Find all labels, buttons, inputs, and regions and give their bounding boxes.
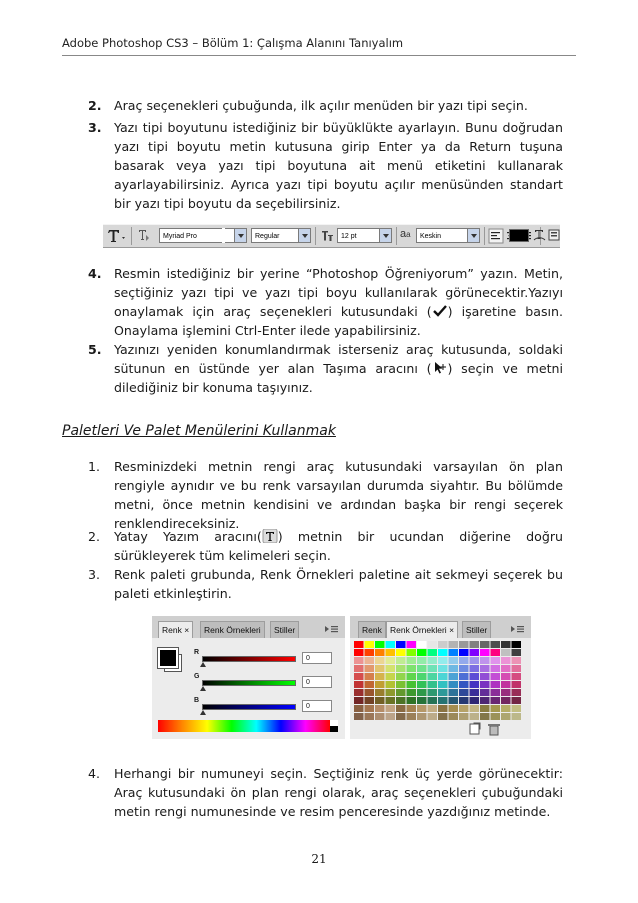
palette-menu-icon[interactable]: [510, 624, 526, 634]
swatch-cell[interactable]: [501, 665, 511, 672]
swatch-cell[interactable]: [459, 673, 469, 680]
swatch-cell[interactable]: [449, 689, 459, 696]
swatch-cell[interactable]: [396, 641, 406, 648]
swatch-cell[interactable]: [407, 641, 417, 648]
swatch-cell[interactable]: [438, 713, 448, 720]
checkmark-icon: [432, 304, 448, 318]
swatch-cell[interactable]: [417, 681, 427, 688]
chevron-down-icon: [234, 229, 246, 242]
swatch-cell[interactable]: [512, 657, 522, 664]
swatch-cell[interactable]: [438, 697, 448, 704]
swatch-cell[interactable]: [470, 649, 480, 656]
swatch-cell[interactable]: [354, 681, 364, 688]
swatch-cell[interactable]: [407, 697, 417, 704]
toolbar-divider: [484, 227, 485, 245]
toolbar-divider: [315, 227, 316, 245]
swatch-cell[interactable]: [407, 657, 417, 664]
swatch-cell[interactable]: [354, 665, 364, 672]
blue-value-input[interactable]: 0: [302, 700, 332, 712]
warp-text-icon[interactable]: [533, 227, 547, 243]
swatch-cell[interactable]: [501, 705, 511, 712]
swatch-cell[interactable]: [459, 681, 469, 688]
swatch-cell[interactable]: [449, 705, 459, 712]
swatch-cell[interactable]: [354, 689, 364, 696]
swatch-cell[interactable]: [375, 689, 385, 696]
swatch-cell[interactable]: [449, 665, 459, 672]
running-header: Adobe Photoshop CS3 – Bölüm 1: Çalışma Alanını Tanıyalım: [62, 36, 404, 50]
type-tool-icon: [262, 529, 278, 543]
swatch-cell[interactable]: [396, 681, 406, 688]
swatch-cell[interactable]: [428, 657, 438, 664]
toolbar-divider: [396, 227, 397, 245]
swatch-cell[interactable]: [354, 649, 364, 656]
swatch-cell[interactable]: [386, 641, 396, 648]
swatch-cell[interactable]: [375, 641, 385, 648]
options-toolbar: [103, 224, 560, 248]
swatch-cell[interactable]: [512, 681, 522, 688]
swatch-cell[interactable]: [417, 713, 427, 720]
swatch-cell[interactable]: [428, 649, 438, 656]
swatch-cell[interactable]: [354, 657, 364, 664]
swatch-cell[interactable]: [512, 641, 522, 648]
new-swatch-icon[interactable]: [470, 723, 480, 734]
swatch-cell[interactable]: [480, 689, 490, 696]
swatch-cell[interactable]: [417, 705, 427, 712]
swatch-cell[interactable]: [386, 681, 396, 688]
swatch-cell[interactable]: [438, 641, 448, 648]
swatch-cell[interactable]: [375, 649, 385, 656]
swatch-cell[interactable]: [459, 641, 469, 648]
swatch-cell[interactable]: [354, 641, 364, 648]
swatch-cell[interactable]: [428, 673, 438, 680]
swatch-cell[interactable]: [428, 681, 438, 688]
swatch-cell[interactable]: [386, 689, 396, 696]
move-tool-icon: [432, 361, 448, 375]
step-number: 1.: [88, 459, 101, 474]
channel-label-r: R: [194, 649, 200, 656]
text-color-swatch[interactable]: [509, 229, 529, 242]
swatch-cell[interactable]: [449, 649, 459, 656]
swatch-cell[interactable]: [480, 657, 490, 664]
swatch-cell[interactable]: [407, 673, 417, 680]
swatch-cell[interactable]: [407, 665, 417, 672]
section-title: Paletleri Ve Palet Menülerini Kullanmak: [62, 423, 336, 439]
step-number: 3.: [88, 120, 102, 135]
swatch-cell[interactable]: [365, 681, 375, 688]
swatch-cell[interactable]: [449, 681, 459, 688]
swatch-cell[interactable]: [480, 681, 490, 688]
toolbar-divider: [131, 227, 132, 245]
swatch-cell[interactable]: [470, 713, 480, 720]
swatch-cell[interactable]: [512, 705, 522, 712]
antialias-value: Keskin: [420, 233, 442, 240]
swatch-cell[interactable]: [449, 641, 459, 648]
step-number: 4.: [88, 266, 102, 281]
swatch-cell[interactable]: [386, 713, 396, 720]
swatch-cell[interactable]: [375, 681, 385, 688]
swatch-cell[interactable]: [501, 689, 511, 696]
swatch-cell[interactable]: [449, 697, 459, 704]
font-style-select[interactable]: [251, 228, 311, 243]
swatch-cell[interactable]: [470, 705, 480, 712]
header-divider: [62, 55, 576, 56]
swatch-cell[interactable]: [491, 673, 501, 680]
swatch-cell[interactable]: [501, 673, 511, 680]
swatch-cell[interactable]: [428, 665, 438, 672]
swatch-cell[interactable]: [449, 673, 459, 680]
swatch-cell[interactable]: [417, 689, 427, 696]
type-tool-icon[interactable]: [107, 228, 129, 244]
swatch-cell[interactable]: [428, 705, 438, 712]
swatch-cell[interactable]: [365, 665, 375, 672]
swatch-cell[interactable]: [396, 697, 406, 704]
swatch-cell[interactable]: [375, 665, 385, 672]
step-text: Araç seçenekleri çubuğunda, ilk açılır menüden bir yazı tipi seçin.: [114, 98, 528, 113]
swatch-cell[interactable]: [354, 673, 364, 680]
swatch-cell[interactable]: [501, 713, 511, 720]
channel-label-g: G: [194, 673, 200, 680]
swatch-cell[interactable]: [491, 697, 501, 704]
swatch-cell[interactable]: [512, 713, 522, 720]
swatch-cell[interactable]: [407, 681, 417, 688]
swatch-cell[interactable]: [512, 649, 522, 656]
step-number: 4.: [88, 766, 101, 781]
swatch-cell[interactable]: [480, 673, 490, 680]
swatch-cell[interactable]: [428, 689, 438, 696]
swatch-cell[interactable]: [459, 697, 469, 704]
palettes-toggle-icon[interactable]: [547, 227, 561, 243]
swatch-cell[interactable]: [407, 689, 417, 696]
step-number: 3.: [88, 567, 101, 582]
swatch-cell[interactable]: [459, 657, 469, 664]
red-slider[interactable]: [202, 656, 296, 662]
swatch-cell[interactable]: [396, 689, 406, 696]
swatch-cell[interactable]: [438, 673, 448, 680]
swatch-cell[interactable]: [480, 665, 490, 672]
palette-tabbar: [152, 616, 345, 638]
blue-slider-handle[interactable]: [200, 710, 206, 715]
green-slider[interactable]: [202, 680, 296, 686]
swatch-cell[interactable]: [375, 705, 385, 712]
swatch-cell[interactable]: [417, 649, 427, 656]
step-number: 2.: [88, 98, 102, 113]
orientation-toggle-icon[interactable]: [137, 228, 151, 244]
swatch-cell[interactable]: [417, 657, 427, 664]
step-number: 5.: [88, 342, 102, 357]
swatch-cell[interactable]: [386, 665, 396, 672]
tab-renk[interactable]: Renk: [358, 621, 386, 638]
swatch-cell[interactable]: [449, 657, 459, 664]
swatch-cell[interactable]: [386, 697, 396, 704]
swatch-cell[interactable]: [480, 649, 490, 656]
swatch-cell[interactable]: [501, 657, 511, 664]
swatch-cell[interactable]: [428, 713, 438, 720]
swatch-cell[interactable]: [396, 713, 406, 720]
red-value-input[interactable]: 0: [302, 652, 332, 664]
step-text: ) seçin ve metni dilediğiniz bir konuma taşıyınız.: [114, 361, 563, 395]
swatch-cell[interactable]: [417, 673, 427, 680]
swatch-cell[interactable]: [375, 657, 385, 664]
channel-label-b: B: [194, 697, 200, 704]
swatch-cell[interactable]: [470, 697, 480, 704]
tab-renk[interactable]: Renk ×: [158, 621, 193, 638]
font-size-value: 12 pt: [341, 233, 357, 240]
swatch-cell[interactable]: [386, 673, 396, 680]
swatch-cell[interactable]: [365, 649, 375, 656]
swatch-cell[interactable]: [512, 689, 522, 696]
palette-tabbar: [350, 616, 531, 638]
color-palette: [152, 616, 345, 739]
font-family-value: Myriad Pro: [163, 233, 197, 240]
swatch-cell[interactable]: [491, 681, 501, 688]
align-left-icon[interactable]: [489, 229, 503, 243]
step-text: Yatay Yazım aracını(: [114, 529, 262, 544]
trash-icon[interactable]: [488, 724, 500, 735]
swatch-cell[interactable]: [512, 673, 522, 680]
step-text: ) işaretine basın. Onaylama işlemini Ctrl-Enter ilede yapabilirsiniz.: [114, 304, 563, 338]
swatch-cell[interactable]: [491, 641, 501, 648]
swatch-cell[interactable]: [480, 697, 490, 704]
blue-slider[interactable]: [202, 704, 296, 710]
swatch-cell[interactable]: [501, 681, 511, 688]
swatch-cell[interactable]: [365, 641, 375, 648]
page-number: 21: [311, 852, 327, 866]
swatch-cell[interactable]: [470, 641, 480, 648]
swatch-cell[interactable]: [386, 649, 396, 656]
swatch-cell[interactable]: [491, 649, 501, 656]
tab-renk-ornekleri[interactable]: Renk Örnekleri: [200, 621, 265, 638]
chevron-down-icon: [298, 229, 310, 242]
swatch-cell[interactable]: [512, 697, 522, 704]
swatch-cell[interactable]: [512, 665, 522, 672]
swatch-cell[interactable]: [438, 689, 448, 696]
swatch-cell[interactable]: [354, 705, 364, 712]
swatch-cell[interactable]: [459, 713, 469, 720]
swatch-cell[interactable]: [417, 665, 427, 672]
swatch-cell[interactable]: [491, 665, 501, 672]
black-white-ramp[interactable]: [330, 720, 338, 732]
color-spectrum-bar[interactable]: [158, 720, 330, 732]
swatch-cell[interactable]: [407, 713, 417, 720]
swatch-cell[interactable]: [365, 713, 375, 720]
tab-stiller[interactable]: Stiller: [270, 621, 299, 638]
swatch-cell[interactable]: [501, 697, 511, 704]
step-text: Renk paleti grubunda, Renk Örnekleri paletine ait sekmeyi seçerek bu paleti etkinleştirin.: [114, 567, 563, 601]
swatch-actions: [468, 722, 508, 736]
swatch-cell[interactable]: [354, 697, 364, 704]
chevron-down-icon: [467, 229, 479, 242]
swatch-cell[interactable]: [470, 689, 480, 696]
swatch-cell[interactable]: [480, 641, 490, 648]
green-value-input[interactable]: 0: [302, 676, 332, 688]
swatch-cell[interactable]: [417, 697, 427, 704]
swatch-cell[interactable]: [438, 705, 448, 712]
step-text: Yazınızı yeniden konumlandırmak isterseniz araç kutusunda, soldaki sütunun en üstünde yer alan Taşıma aracını (: [114, 342, 563, 376]
step-text: Resminizdeki metnin rengi araç kutusundaki varsayılan ön plan rengiyle aynıdır ve bu renk varsayılan durumda siyahtır. Bu bölümde metni, önce metnin kendisini ve ardından başka bir rengi seçerek renklendireceksiniz.: [114, 459, 563, 531]
swatch-cell[interactable]: [480, 705, 490, 712]
swatch-cell[interactable]: [365, 657, 375, 664]
swatch-cell[interactable]: [396, 705, 406, 712]
swatch-cell[interactable]: [396, 649, 406, 656]
swatch-cell[interactable]: [491, 705, 501, 712]
step-number: 2.: [88, 529, 101, 544]
swatch-cell[interactable]: [375, 697, 385, 704]
swatch-cell[interactable]: [407, 649, 417, 656]
swatch-cell[interactable]: [407, 705, 417, 712]
step-text: Yazı tipi boyutunu istediğiniz bir büyüklükte ayarlayın. Bunu doğrudan yazı tipi boyutu metin kutusuna girip Enter ya da Return tuşuna basarak veya yazı tipi boyutuna ait menü etiketini kullanarak ayarlayabilirsiniz. Ayrıca yazı tipi boyutu açılır menüsünden standart bir yazı tipi boyutu da seçebilirsiniz.: [114, 120, 563, 211]
swatch-cell[interactable]: [470, 665, 480, 672]
step-text: Herhangi bir numuneyi seçin. Seçtiğiniz renk üç yerde görünecektir: Araç kutusundaki ön plan rengi olarak, araç seçenekleri çubuğundaki metin rengi numunesinde ve resim penceresinde yazdığınız metinde.: [114, 766, 563, 819]
swatch-cell[interactable]: [438, 649, 448, 656]
font-family-select[interactable]: [159, 228, 247, 243]
swatch-cell[interactable]: [428, 641, 438, 648]
font-style-value: Regular: [255, 233, 280, 240]
swatch-cell[interactable]: [480, 713, 490, 720]
swatch-cell[interactable]: [491, 689, 501, 696]
step-text: Resmin istediğiniz bir yerine “Photoshop Öğreniyorum” yazın. Metin, seçtiğiniz yazı tipi ve yazı tipi boyu kullanılarak görünecektir.Yazıyı onaylamak için araç seçenekleri kutusundaki (: [114, 266, 563, 319]
swatch-cell[interactable]: [501, 649, 511, 656]
swatch-cell[interactable]: [438, 681, 448, 688]
swatch-cell[interactable]: [365, 673, 375, 680]
swatch-cell[interactable]: [354, 713, 364, 720]
red-slider-handle[interactable]: [200, 662, 206, 667]
swatch-cell[interactable]: [428, 697, 438, 704]
tab-renk-ornekleri[interactable]: Renk Örnekleri ×: [386, 621, 458, 638]
swatch-cell[interactable]: [459, 689, 469, 696]
swatch-cell[interactable]: [396, 673, 406, 680]
swatch-cell[interactable]: [470, 673, 480, 680]
font-size-select[interactable]: [337, 228, 392, 243]
swatches-palette: [350, 616, 531, 739]
step-text: ) metnin bir ucundan diğerine doğru sürükleyerek tüm kelimeleri seçin.: [114, 529, 563, 563]
swatch-cell[interactable]: [396, 657, 406, 664]
swatch-cell[interactable]: [396, 665, 406, 672]
antialias-icon: aa: [400, 228, 411, 240]
swatch-cell[interactable]: [438, 657, 448, 664]
swatch-cell[interactable]: [491, 713, 501, 720]
swatch-cell[interactable]: [459, 705, 469, 712]
swatch-cell[interactable]: [470, 657, 480, 664]
swatch-cell[interactable]: [386, 657, 396, 664]
tab-stiller[interactable]: Stiller: [462, 621, 491, 638]
swatch-cell[interactable]: [365, 705, 375, 712]
palette-menu-icon[interactable]: [324, 624, 340, 634]
swatch-grid[interactable]: [354, 641, 526, 723]
swatch-cell[interactable]: [459, 649, 469, 656]
swatch-cell[interactable]: [365, 689, 375, 696]
swatch-cell[interactable]: [375, 673, 385, 680]
swatch-cell[interactable]: [470, 681, 480, 688]
chevron-down-icon: [379, 229, 391, 242]
swatch-cell[interactable]: [386, 705, 396, 712]
antialias-select[interactable]: [416, 228, 480, 243]
swatch-cell[interactable]: [417, 641, 427, 648]
swatch-cell[interactable]: [365, 697, 375, 704]
font-size-icon: [321, 228, 335, 244]
swatch-cell[interactable]: [459, 665, 469, 672]
swatch-cell[interactable]: [449, 713, 459, 720]
swatch-cell[interactable]: [438, 665, 448, 672]
swatch-cell[interactable]: [375, 713, 385, 720]
foreground-color-swatch[interactable]: [158, 648, 178, 668]
swatch-cell[interactable]: [501, 641, 511, 648]
green-slider-handle[interactable]: [200, 686, 206, 691]
swatch-cell[interactable]: [491, 657, 501, 664]
